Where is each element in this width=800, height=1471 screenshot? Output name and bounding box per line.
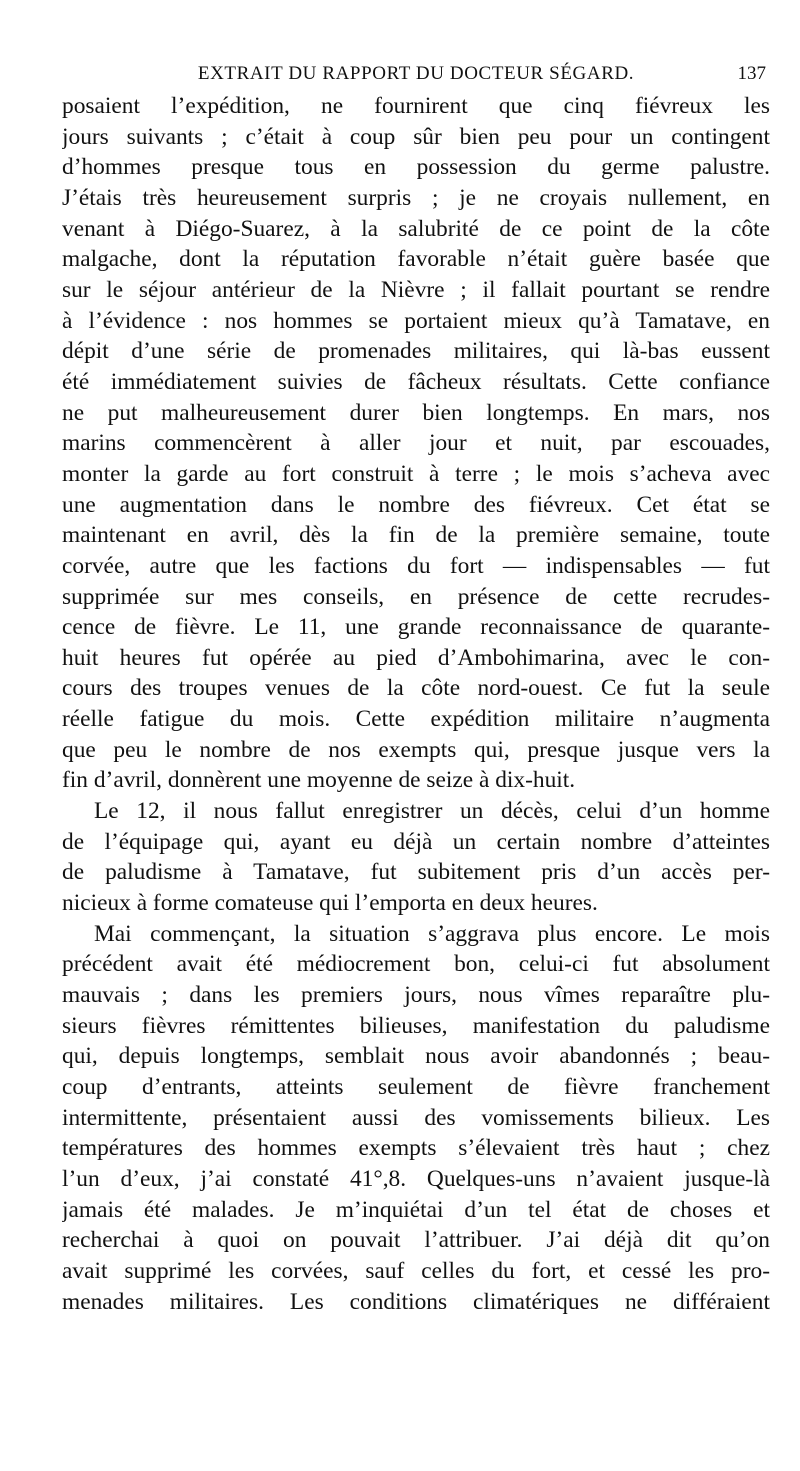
text-line: corvée, autre que les factions du fort — indispensables — fut bbox=[62, 552, 770, 579]
text-line: Le 12, il nous fallut enregistrer un décès, celui d’un homme bbox=[94, 798, 770, 825]
page-header bbox=[62, 62, 770, 86]
text-line: d’hommes presque tous en possession du germe palustre. bbox=[62, 154, 770, 181]
text-line: Mai commençant, la situation s’aggrava plus encore. Le mois bbox=[94, 920, 770, 947]
text-line: recherchai à quoi on pouvait l’attribuer. J’ai déjà dit qu’on bbox=[62, 1227, 770, 1254]
text-line: J’étais très heureusement surpris ; je ne croyais nullement, en bbox=[62, 184, 770, 211]
text-line: monter la garde au fort construit à terre ; le mois s’acheva avec bbox=[62, 460, 770, 487]
text-line: cence de fièvre. Le 11, une grande reconnaissance de quarante- bbox=[62, 614, 770, 641]
text-line: précédent avait été médiocrement bon, celui-ci fut absolument bbox=[62, 951, 770, 978]
text-line: une augmentation dans le nombre des fiévreux. Cet état se bbox=[62, 491, 770, 518]
text-line: de paludisme à Tamatave, fut subitement pris d’un accès per- bbox=[62, 859, 770, 886]
text-line: posaient l’expédition, ne fournirent que cinq fiévreux les bbox=[62, 93, 770, 119]
text-line: huit heures fut opérée au pied d’Ambohimarina, avec le con- bbox=[62, 644, 770, 671]
text-line: menades militaires. Les conditions climatériques ne différaient bbox=[62, 1288, 770, 1315]
text-line: nicieux à forme comateuse qui l’emporta en deux heures. bbox=[62, 890, 598, 917]
body-text bbox=[62, 91, 770, 1317]
text-line: jamais été malades. Je m’inquiétai d’un tel état de choses et bbox=[62, 1196, 770, 1223]
text-line: cours des troupes venues de la côte nord-ouest. Ce fut la seule bbox=[62, 675, 770, 702]
text-line: avait supprimé les corvées, sauf celles du fort, et cessé les pro- bbox=[62, 1257, 770, 1284]
text-line: l’un d’eux, j’ai constaté 41°,8. Quelques-uns n’avaient jusque-là bbox=[62, 1165, 770, 1192]
text-line: ne put malheureusement durer bien longtemps. En mars, nos bbox=[62, 399, 770, 426]
text-line: qui, depuis longtemps, semblait nous avoir abandonnés ; beau- bbox=[62, 1043, 770, 1070]
text-line: coup d’entrants, atteints seulement de fièvre franchement bbox=[62, 1074, 770, 1100]
text-line: fin d’avril, donnèrent une moyenne de seize à dix-huit. bbox=[62, 767, 576, 794]
text-line: été immédiatement suivies de fâcheux résultats. Cette confiance bbox=[62, 368, 770, 395]
text-line: sieurs fièvres rémittentes bilieuses, manifestation du paludisme bbox=[62, 1012, 770, 1039]
text-line: maintenant en avril, dès la fin de la première semaine, toute bbox=[62, 522, 770, 549]
text-line: supprimée sur mes conseils, en présence de cette recrudes- bbox=[62, 583, 770, 610]
running-head: EXTRAIT DU RAPPORT DU DOCTEUR SÉGARD. bbox=[197, 63, 635, 84]
text-line: mauvais ; dans les premiers jours, nous vîmes reparaître plu- bbox=[62, 982, 770, 1009]
text-line: de l’équipage qui, ayant eu déjà un certain nombre d’atteintes bbox=[62, 828, 770, 855]
text-line: sur le séjour antérieur de la Nièvre ; il fallait pourtant se rendre bbox=[62, 276, 770, 303]
text-line: températures des hommes exempts s’élevaient très haut ; chez bbox=[62, 1135, 770, 1162]
text-line: jours suivants ; c’était à coup sûr bien peu pour un contingent bbox=[62, 123, 770, 150]
text-line: venant à Diégo-Suarez, à la salubrité de ce point de la côte bbox=[62, 215, 770, 242]
text-line: à l’évidence : nos hommes se portaient mieux qu’à Tamatave, en bbox=[62, 307, 770, 334]
text-line: dépit d’une série de promenades militaires, qui là-bas eussent bbox=[62, 338, 770, 365]
page-number: 137 bbox=[737, 63, 766, 84]
text-line: réelle fatigue du mois. Cette expédition militaire n’augmenta bbox=[62, 706, 770, 733]
text-line: que peu le nombre de nos exempts qui, presque jusque vers la bbox=[62, 736, 770, 763]
text-line: intermittente, présentaient aussi des vomissements bilieux. Les bbox=[62, 1104, 770, 1131]
text-line: malgache, dont la réputation favorable n’était guère basée que bbox=[62, 246, 770, 273]
text-line: marins commencèrent à aller jour et nuit, par escouades, bbox=[62, 430, 770, 457]
